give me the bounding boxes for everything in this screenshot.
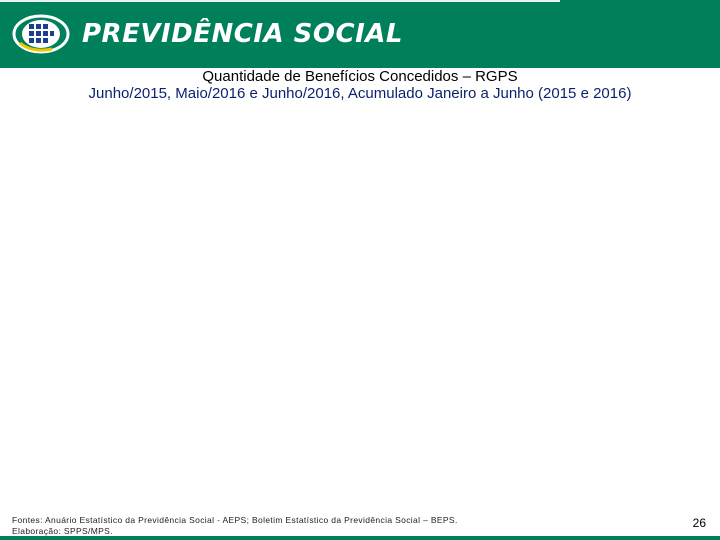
sources-line: Fontes: Anuário Estatístico da Previdência Social - AEPS; Boletim Estatístico da Previdência Social – BEPS.	[12, 515, 458, 525]
slide-subtitle: Junho/2015, Maio/2016 e Junho/2016, Acumulado Janeiro a Junho (2015 e 2016)	[88, 85, 632, 102]
slide-title: Quantidade de Benefícios Concedidos – RGPS	[202, 68, 518, 85]
header-top-line	[0, 0, 560, 2]
brand-name: PREVIDÊNCIA SOCIAL	[82, 19, 403, 49]
elaboration-line: Elaboração: SPPS/MPS.	[12, 526, 113, 536]
footer-bar	[0, 536, 720, 540]
page-number: 26	[692, 516, 706, 530]
header-bar	[0, 0, 720, 68]
sources-note	[12, 515, 458, 537]
previdencia-logo-icon	[12, 13, 70, 55]
